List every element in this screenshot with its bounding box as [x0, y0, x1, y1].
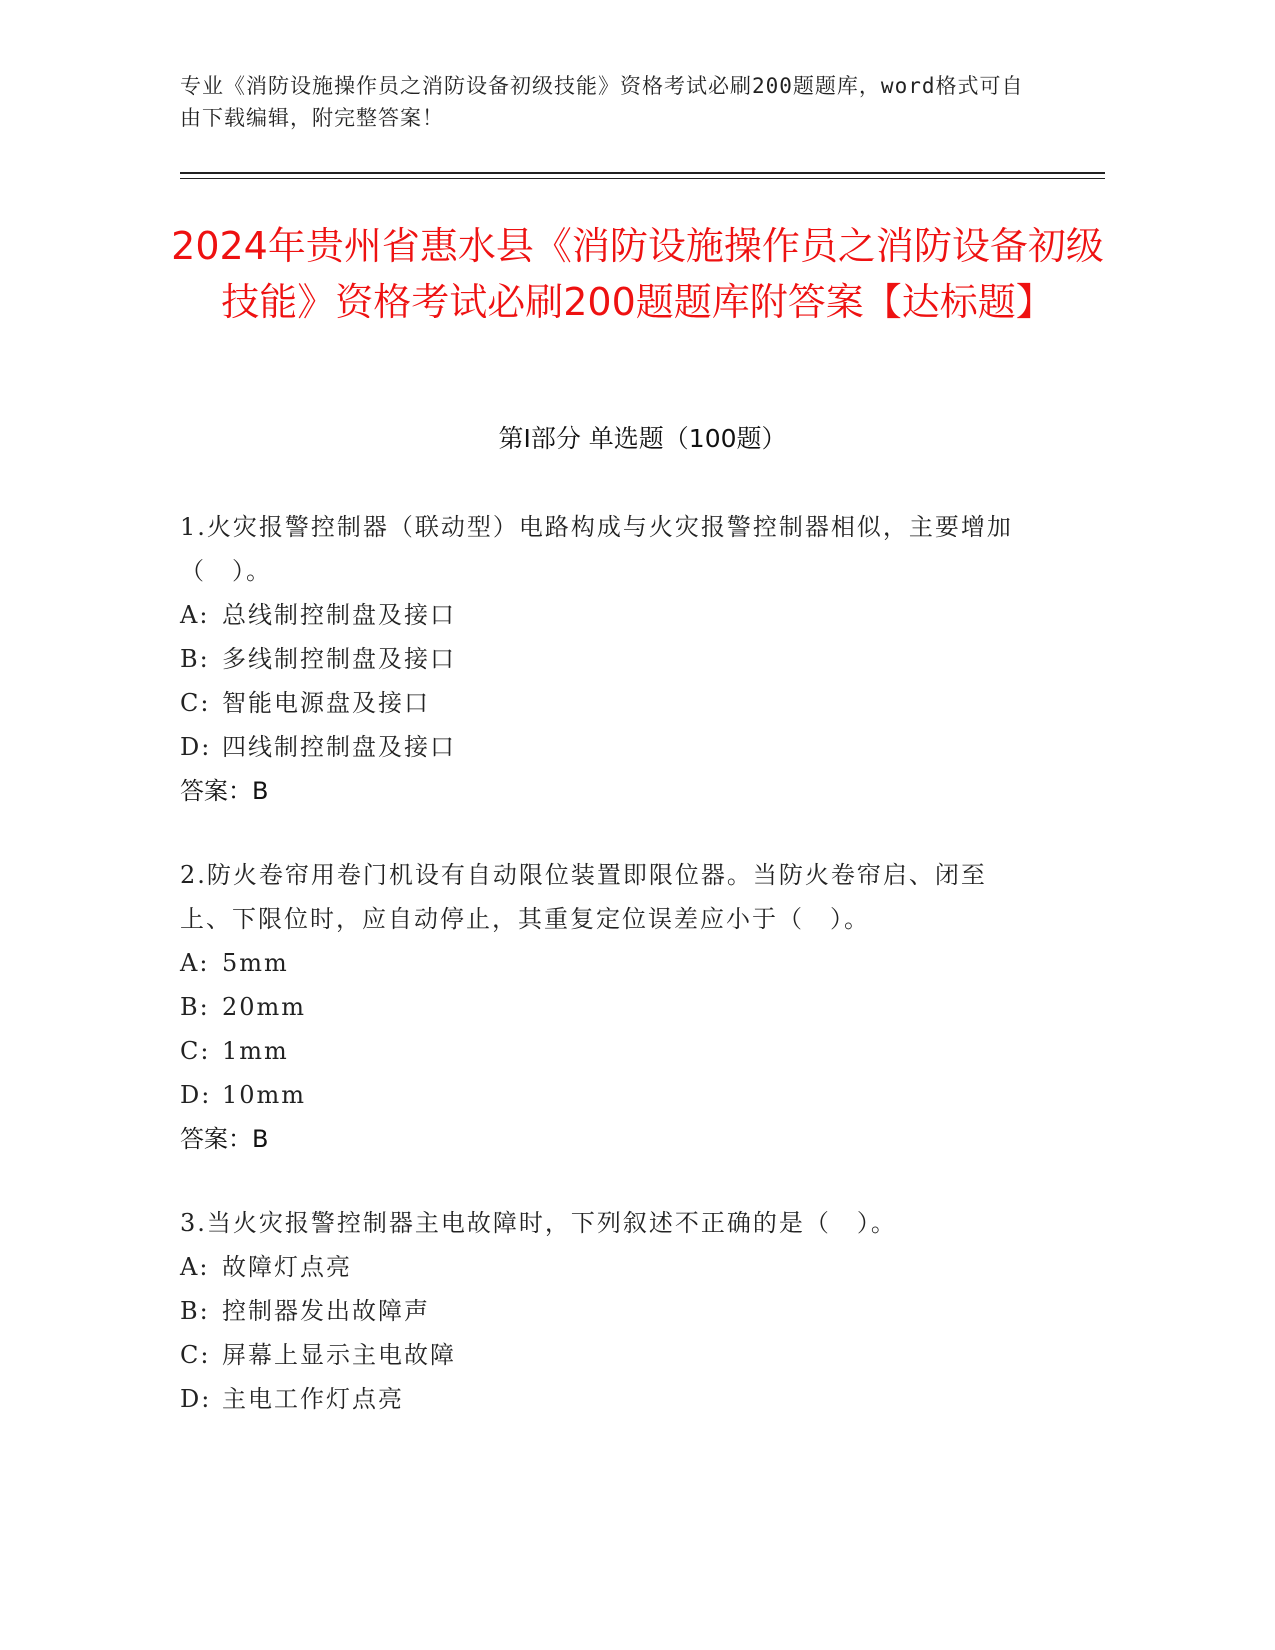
question-2 [180, 853, 1030, 1161]
question-list [180, 505, 1030, 1461]
document-title: 2024年贵州省惠水县《消防设施操作员之消防设备初级技能》资格考试必刷200题题库附答案【达标题】 [171, 224, 1104, 324]
option-text: 1mm [222, 1037, 289, 1065]
option-text: 10mm [222, 1081, 307, 1109]
answer-line: 答案：B [180, 1125, 269, 1153]
section-heading: 第I部分 单选题（100题） [498, 424, 787, 453]
option-letter: A: [180, 601, 210, 629]
option-text: 控制器发出故障声 [222, 1297, 430, 1325]
option-letter: D: [180, 1081, 212, 1109]
option-letter: A: [180, 949, 210, 977]
option-d [180, 725, 1030, 769]
option-b [180, 637, 1030, 681]
option-text: 5mm [222, 949, 289, 977]
option-text: 总线制控制盘及接口 [222, 601, 456, 629]
question-stem: 3.当火灾报警控制器主电故障时，下列叙述不正确的是（ ）。 [180, 1209, 897, 1237]
option-a [180, 593, 1030, 637]
option-letter: A: [180, 1253, 210, 1281]
option-text: 四线制控制盘及接口 [222, 733, 456, 761]
option-d [180, 1073, 1030, 1117]
option-letter: B: [180, 993, 210, 1021]
option-letter: D: [180, 1385, 212, 1413]
option-text: 故障灯点亮 [222, 1253, 352, 1281]
option-letter: B: [180, 645, 210, 673]
option-letter: B: [180, 1297, 210, 1325]
option-d [180, 1377, 1030, 1421]
header-note: 专业《消防设施操作员之消防设备初级技能》资格考试必刷200题题库，word格式可自由下载编辑，附完整答案！ [180, 74, 1024, 130]
header-rule-thin [180, 178, 1105, 179]
option-letter: C: [180, 1037, 211, 1065]
question-stem: 1.火灾报警控制器（联动型）电路构成与火灾报警控制器相似，主要增加（ ）。 [180, 513, 1013, 585]
answer-line: 答案：B [180, 777, 269, 805]
option-text: 主电工作灯点亮 [222, 1385, 404, 1413]
header-rule-thick [180, 172, 1105, 174]
option-text: 屏幕上显示主电故障 [222, 1341, 456, 1369]
option-text: 多线制控制盘及接口 [222, 645, 456, 673]
question-3 [180, 1201, 1030, 1421]
option-b [180, 985, 1030, 1029]
option-c [180, 1029, 1030, 1073]
option-c [180, 1333, 1030, 1377]
option-text: 智能电源盘及接口 [222, 689, 430, 717]
option-b [180, 1289, 1030, 1333]
option-a [180, 1245, 1030, 1289]
option-letter: D: [180, 733, 212, 761]
option-c [180, 681, 1030, 725]
question-1 [180, 505, 1030, 813]
question-stem: 2.防火卷帘用卷门机设有自动限位装置即限位器。当防火卷帘启、闭至上、下限位时，应自动停止，其重复定位误差应小于（ ）。 [180, 861, 987, 933]
option-a [180, 941, 1030, 985]
option-letter: C: [180, 1341, 211, 1369]
option-letter: C: [180, 689, 211, 717]
option-text: 20mm [222, 993, 307, 1021]
